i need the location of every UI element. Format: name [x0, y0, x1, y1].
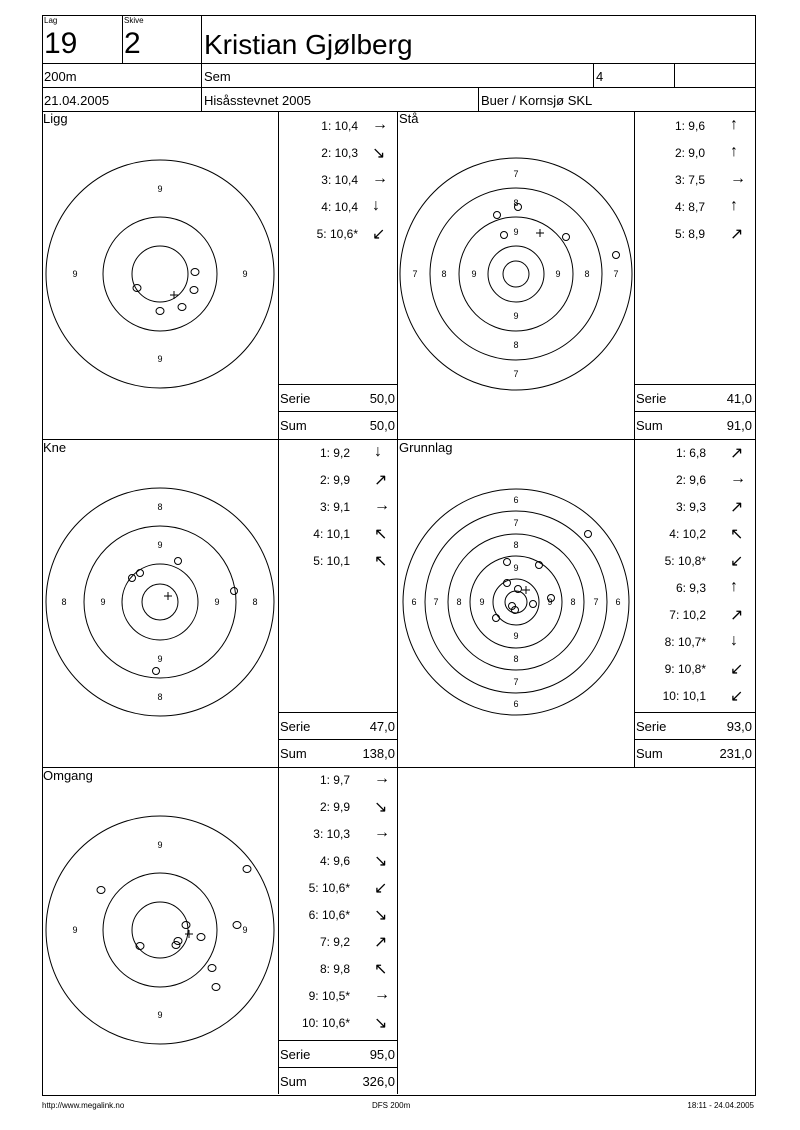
shot-arrow: ↗ [730, 226, 744, 243]
shot-arrow: → [730, 170, 746, 187]
number: 4 [596, 69, 604, 84]
shot-arrow: ↗ [374, 934, 388, 951]
serie-value-grunnlag: 93,0 [726, 719, 752, 734]
shot-arrow: ↖ [374, 526, 388, 543]
ring-label: 8 [456, 597, 462, 607]
ring-label: 6 [615, 597, 621, 607]
sum-value-grunnlag: 231,0 [719, 746, 752, 761]
sum-label-grunnlag: Sum [636, 746, 663, 761]
sum-label-ligg: Sum [280, 418, 307, 433]
ring-label: 9 [513, 631, 519, 641]
shot-arrow: ↘ [374, 799, 388, 816]
shot-arrow: → [374, 824, 390, 841]
distance: 200m [44, 69, 77, 84]
ring-label: 8 [513, 198, 519, 208]
shot-arrow: ↘ [372, 145, 386, 162]
date: 21.04.2005 [44, 93, 110, 108]
footer-url[interactable]: http://www.megalink.no [42, 1101, 125, 1110]
ring-label: 7 [613, 269, 619, 279]
ring-label: 7 [513, 369, 519, 379]
sum-value-sta: 91,0 [726, 418, 752, 433]
ring-label: 7 [513, 518, 519, 528]
ring-label: 9 [513, 227, 519, 237]
lag-label: Lag [44, 16, 58, 25]
ring-label: 7 [412, 269, 418, 279]
shot-arrow: → [372, 170, 388, 187]
ring-label: 9 [555, 269, 561, 279]
section-title-omgang: Omgang [43, 768, 93, 783]
shot-arrow: ↗ [730, 607, 744, 624]
shot-arrow: ↓ [372, 197, 380, 214]
ring-label: 9 [547, 597, 553, 607]
ring-label: 9 [242, 925, 248, 935]
shot-arrow: ↖ [730, 526, 744, 543]
ring-label: 9 [242, 269, 248, 279]
sum-value-kne: 138,0 [362, 746, 395, 761]
section-title-sta: Stå [399, 111, 419, 126]
ring-label: 9 [157, 354, 163, 364]
ring-label: 9 [100, 597, 106, 607]
serie-label-ligg: Serie [280, 391, 311, 406]
ring-label: 8 [157, 692, 163, 702]
shot-arrow: ↗ [730, 499, 744, 516]
shot-arrow: → [730, 470, 746, 487]
serie-label-omgang: Serie [280, 1047, 311, 1062]
serie-value-omgang: 95,0 [369, 1047, 395, 1062]
shot-arrow: ↗ [730, 445, 744, 462]
club-short: Sem [204, 69, 231, 84]
sum-label-omgang: Sum [280, 1074, 307, 1089]
shot-arrow: ↘ [374, 1015, 388, 1032]
ring-label: 8 [252, 597, 258, 607]
ring-label: 8 [570, 597, 576, 607]
footer-center: DFS 200m [372, 1101, 411, 1110]
ring-label: 8 [513, 340, 519, 350]
shot-arrow: ↖ [374, 553, 388, 570]
shot-arrow: ↘ [374, 907, 388, 924]
ring-label: 6 [513, 699, 519, 709]
ring-label: 8 [584, 269, 590, 279]
shot-arrow: ↘ [374, 853, 388, 870]
ring-label: 8 [513, 540, 519, 550]
skive-value: 2 [124, 27, 141, 60]
ring-label: 6 [513, 495, 519, 505]
shot-arrow: ↙ [374, 880, 388, 897]
event: Hisåsstevnet 2005 [204, 93, 311, 108]
shot-arrow: ↙ [730, 688, 744, 705]
shot-arrow: ↖ [374, 961, 388, 978]
ring-label: 9 [157, 540, 163, 550]
shot-arrow: → [374, 770, 390, 787]
section-title-ligg: Ligg [43, 111, 68, 126]
sum-value-omgang: 326,0 [362, 1074, 395, 1089]
ring-label: 7 [513, 677, 519, 687]
sum-value-ligg: 50,0 [369, 418, 395, 433]
shooter-name: Kristian Gjølberg [204, 29, 413, 60]
ring-label: 8 [441, 269, 447, 279]
ring-label: 8 [61, 597, 67, 607]
sum-label-kne: Sum [280, 746, 307, 761]
shot-arrow: ↑ [730, 143, 738, 160]
ring-label: 9 [513, 563, 519, 573]
ring-label: 9 [157, 654, 163, 664]
shot-arrow: ↑ [730, 116, 738, 133]
shot-arrow: ↓ [730, 632, 738, 649]
shot-arrow: ↗ [374, 472, 388, 489]
organizer: Buer / Kornsjø SKL [481, 93, 593, 108]
serie-label-kne: Serie [280, 719, 311, 734]
ring-label: 9 [72, 925, 78, 935]
ring-label: 9 [471, 269, 477, 279]
ring-label: 9 [214, 597, 220, 607]
lag-value: 19 [44, 27, 78, 60]
ring-label: 7 [513, 169, 519, 179]
serie-label-sta: Serie [636, 391, 667, 406]
serie-label-grunnlag: Serie [636, 719, 667, 734]
ring-label: 6 [411, 597, 417, 607]
footer-timestamp: 18:11 - 24.04.2005 [687, 1101, 754, 1110]
shot-arrow: ↑ [730, 197, 738, 214]
shot-arrow: → [374, 986, 390, 1003]
ring-label: 9 [157, 1010, 163, 1020]
shot-arrow: → [372, 116, 388, 133]
serie-value-kne: 47,0 [369, 719, 395, 734]
ring-label: 9 [479, 597, 485, 607]
ring-label: 8 [513, 654, 519, 664]
serie-value-sta: 41,0 [726, 391, 752, 406]
shot-arrow: ↙ [730, 553, 744, 570]
ring-label: 9 [513, 311, 519, 321]
sum-label-sta: Sum [636, 418, 663, 433]
ring-label: 7 [593, 597, 599, 607]
ring-label: 9 [157, 184, 163, 194]
shot-arrow: → [374, 497, 390, 514]
serie-value-ligg: 50,0 [369, 391, 395, 406]
section-title-grunnlag: Grunnlag [399, 440, 453, 455]
ring-label: 7 [433, 597, 439, 607]
shot-arrow: ↑ [730, 578, 738, 595]
shot-arrow: ↙ [372, 226, 386, 243]
section-title-kne: Kne [43, 440, 67, 455]
shot-arrow: ↙ [730, 661, 744, 678]
shot-arrow: ↓ [374, 443, 382, 460]
ring-label: 9 [157, 840, 163, 850]
ring-label: 8 [157, 502, 163, 512]
skive-label: Skive [124, 16, 144, 25]
ring-label: 9 [72, 269, 78, 279]
